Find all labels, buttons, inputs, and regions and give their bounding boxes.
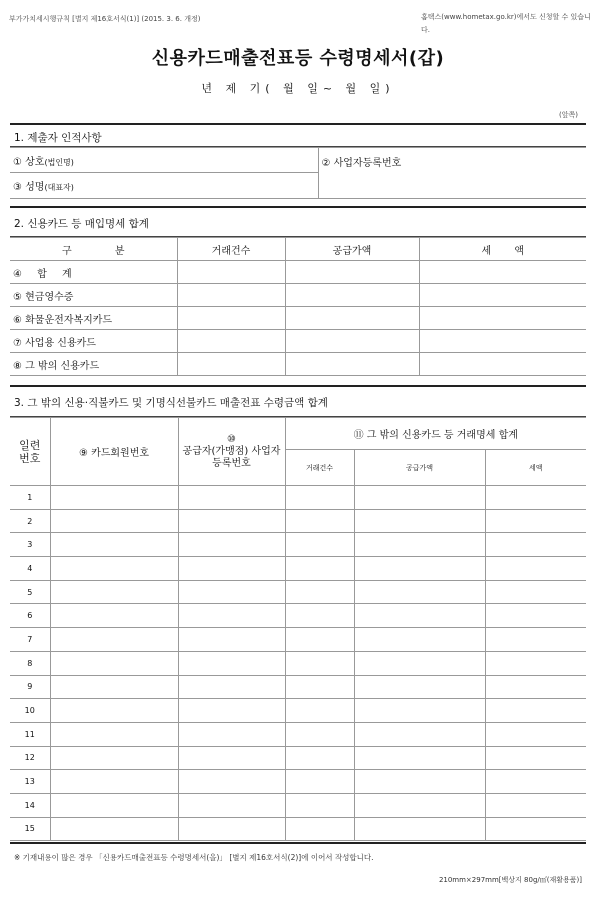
cell-input[interactable] xyxy=(285,604,354,628)
business-name-field[interactable]: ① 상호(법인명) xyxy=(10,148,318,173)
cell-input[interactable] xyxy=(354,580,485,604)
table-row xyxy=(10,699,586,723)
cell-input[interactable] xyxy=(485,604,586,628)
table-row xyxy=(10,604,586,628)
table-row xyxy=(10,580,586,604)
cell-input[interactable] xyxy=(354,509,485,533)
header-count: 거래건수 xyxy=(177,238,285,261)
cell-input[interactable] xyxy=(485,628,586,652)
cell-input[interactable] xyxy=(485,509,586,533)
serial-number: 11 xyxy=(10,722,50,746)
cell-input[interactable] xyxy=(354,746,485,770)
serial-number: 6 xyxy=(10,604,50,628)
cell-input[interactable] xyxy=(285,509,354,533)
cell-input[interactable] xyxy=(50,675,178,699)
cell-input[interactable] xyxy=(419,353,586,376)
section1-heading: 1. 제출자 인적사항 xyxy=(14,132,102,144)
serial-number: 14 xyxy=(10,793,50,817)
header-category: 구 분 xyxy=(10,238,177,261)
header-serial: 일련 번호 xyxy=(10,418,50,486)
cell-input[interactable] xyxy=(285,628,354,652)
subheader-count: 거래건수 xyxy=(285,450,354,486)
cell-input[interactable] xyxy=(354,722,485,746)
serial-number: 15 xyxy=(10,817,50,841)
cell-input[interactable] xyxy=(285,746,354,770)
cell-input[interactable] xyxy=(485,580,586,604)
cell-input[interactable] xyxy=(354,604,485,628)
header-tax: 세 액 xyxy=(419,238,586,261)
table-row xyxy=(10,817,586,841)
table-row xyxy=(10,722,586,746)
table-row xyxy=(10,675,586,699)
cell-input[interactable] xyxy=(285,817,354,841)
section3-top-rule xyxy=(10,385,586,387)
cell-input[interactable] xyxy=(178,746,285,770)
front-label: (앞쪽) xyxy=(559,111,578,119)
cell-input[interactable] xyxy=(178,675,285,699)
section2-heading: 2. 신용카드 등 매입명세 합계 xyxy=(14,218,149,230)
cell-input[interactable] xyxy=(178,533,285,557)
representative-name-field[interactable]: ③ 성명(대표자) xyxy=(10,173,318,199)
cell-input[interactable] xyxy=(419,307,586,330)
cell-input[interactable] xyxy=(419,284,586,307)
section1-top-rule xyxy=(10,123,586,125)
cell-input[interactable] xyxy=(485,675,586,699)
cell-input[interactable] xyxy=(50,486,178,510)
cell-input[interactable] xyxy=(50,770,178,794)
serial-number: 2 xyxy=(10,509,50,533)
cell-input[interactable] xyxy=(354,651,485,675)
table-row xyxy=(10,486,586,510)
cell-input[interactable] xyxy=(178,817,285,841)
footer-note: ※ 기재내용이 많은 경우 「신용카드매출전표등 수령명세서(을)」 [별지 제16호서식(2)]에 이어서 작성합니다. xyxy=(14,853,374,862)
cell-input[interactable] xyxy=(285,284,419,307)
cell-input[interactable] xyxy=(354,557,485,581)
row-other-card-label: ⑧ 그 밖의 신용카드 xyxy=(10,353,177,376)
cell-input[interactable] xyxy=(354,817,485,841)
cell-input[interactable] xyxy=(485,651,586,675)
cell-input[interactable] xyxy=(178,557,285,581)
card-detail-table xyxy=(10,417,586,841)
table-row xyxy=(10,557,586,581)
cell-input[interactable] xyxy=(285,651,354,675)
cell-input[interactable] xyxy=(285,557,354,581)
cell-input[interactable] xyxy=(178,580,285,604)
header-other-card-summary: ⑪ 그 밖의 신용카드 등 거래명세 합계 xyxy=(285,418,586,450)
cell-input[interactable] xyxy=(178,793,285,817)
table-row xyxy=(10,509,586,533)
cell-input[interactable] xyxy=(285,722,354,746)
cell-input[interactable] xyxy=(178,509,285,533)
cell-input[interactable] xyxy=(50,722,178,746)
serial-number: 12 xyxy=(10,746,50,770)
cell-input[interactable] xyxy=(485,770,586,794)
cell-input[interactable] xyxy=(285,580,354,604)
cell-input[interactable] xyxy=(485,486,586,510)
section2-top-rule xyxy=(10,206,586,208)
cell-input[interactable] xyxy=(50,793,178,817)
row-total-label: ④ 합 계 xyxy=(10,261,177,284)
cell-input[interactable] xyxy=(354,793,485,817)
business-reg-number-field[interactable]: ② 사업자등록번호 xyxy=(318,148,586,199)
subheader-tax: 세액 xyxy=(485,450,586,486)
row-business-card-label: ⑦ 사업용 신용카드 xyxy=(10,330,177,353)
serial-number: 3 xyxy=(10,533,50,557)
serial-number: 10 xyxy=(10,699,50,723)
cell-input[interactable] xyxy=(485,533,586,557)
cell-input[interactable] xyxy=(285,793,354,817)
cell-input[interactable] xyxy=(285,353,419,376)
serial-number: 7 xyxy=(10,628,50,652)
cell-input[interactable] xyxy=(285,307,419,330)
table-row xyxy=(10,793,586,817)
cell-input[interactable] xyxy=(50,628,178,652)
cell-input[interactable] xyxy=(354,628,485,652)
cell-input[interactable] xyxy=(178,604,285,628)
row-cash-receipt-label: ⑤ 현금영수증 xyxy=(10,284,177,307)
cell-input[interactable] xyxy=(50,509,178,533)
cell-input[interactable] xyxy=(485,722,586,746)
submitter-table xyxy=(10,147,586,199)
cell-input[interactable] xyxy=(178,651,285,675)
cell-input[interactable] xyxy=(485,793,586,817)
header-supply-value: 공급가액 xyxy=(285,238,419,261)
header-card-number: ⑨ 카드회원번호 xyxy=(50,418,178,486)
cell-input[interactable] xyxy=(419,330,586,353)
paper-spec: 210mm×297mm[백상지 80g/㎡(재활용품)] xyxy=(438,876,582,884)
cell-input[interactable] xyxy=(178,699,285,723)
purchase-summary-table xyxy=(10,237,586,376)
cell-input[interactable] xyxy=(50,651,178,675)
tax-period: 년 제 기( 월 일~ 월 일) xyxy=(201,82,395,95)
table-row xyxy=(10,746,586,770)
cell-input[interactable] xyxy=(285,330,419,353)
bottom-rule xyxy=(10,842,586,844)
cell-input[interactable] xyxy=(485,746,586,770)
cell-input[interactable] xyxy=(285,675,354,699)
row-freight-card-label: ⑥ 화물운전자복지카드 xyxy=(10,307,177,330)
form-code: 부가가치세시행규칙 [별지 제16호서식(1)] (2015. 3. 6. 개정) xyxy=(9,15,201,23)
cell-input[interactable] xyxy=(177,261,285,284)
cell-input[interactable] xyxy=(178,722,285,746)
cell-input[interactable] xyxy=(177,353,285,376)
cell-input[interactable] xyxy=(50,557,178,581)
serial-number: 4 xyxy=(10,557,50,581)
serial-number: 9 xyxy=(10,675,50,699)
page-title: 신용카드매출전표등 수령명세서(갑) xyxy=(151,48,445,69)
table-row xyxy=(10,651,586,675)
cell-input[interactable] xyxy=(178,770,285,794)
cell-input[interactable] xyxy=(178,628,285,652)
cell-input[interactable] xyxy=(419,261,586,284)
cell-input[interactable] xyxy=(177,284,285,307)
cell-input[interactable] xyxy=(285,261,419,284)
cell-input[interactable] xyxy=(485,699,586,723)
cell-input[interactable] xyxy=(354,770,485,794)
cell-input[interactable] xyxy=(50,580,178,604)
cell-input[interactable] xyxy=(285,699,354,723)
serial-number: 1 xyxy=(10,486,50,510)
hometax-note: 홈택스(www.hometax.go.kr)에서도 신청할 수 있습니다. xyxy=(421,13,591,34)
header-supplier-reg-number: ⑩ 공급자(가맹점) 사업자등록번호 xyxy=(178,418,285,486)
cell-input[interactable] xyxy=(50,604,178,628)
serial-number: 5 xyxy=(10,580,50,604)
cell-input[interactable] xyxy=(50,746,178,770)
cell-input[interactable] xyxy=(285,486,354,510)
cell-input[interactable] xyxy=(285,533,354,557)
cell-input[interactable] xyxy=(485,557,586,581)
section3-heading: 3. 그 밖의 신용·직불카드 및 기명식선불카드 매출전표 수령금액 합계 xyxy=(14,397,328,409)
table-row xyxy=(10,533,586,557)
cell-input[interactable] xyxy=(354,699,485,723)
cell-input[interactable] xyxy=(177,307,285,330)
cell-input[interactable] xyxy=(178,486,285,510)
cell-input[interactable] xyxy=(177,330,285,353)
serial-number: 8 xyxy=(10,651,50,675)
table-row xyxy=(10,770,586,794)
cell-input[interactable] xyxy=(354,486,485,510)
table-row xyxy=(10,628,586,652)
cell-input[interactable] xyxy=(354,533,485,557)
cell-input[interactable] xyxy=(50,817,178,841)
serial-number: 13 xyxy=(10,770,50,794)
cell-input[interactable] xyxy=(354,675,485,699)
cell-input[interactable] xyxy=(50,533,178,557)
cell-input[interactable] xyxy=(485,817,586,841)
subheader-supply-value: 공급가액 xyxy=(354,450,485,486)
cell-input[interactable] xyxy=(285,770,354,794)
cell-input[interactable] xyxy=(50,699,178,723)
